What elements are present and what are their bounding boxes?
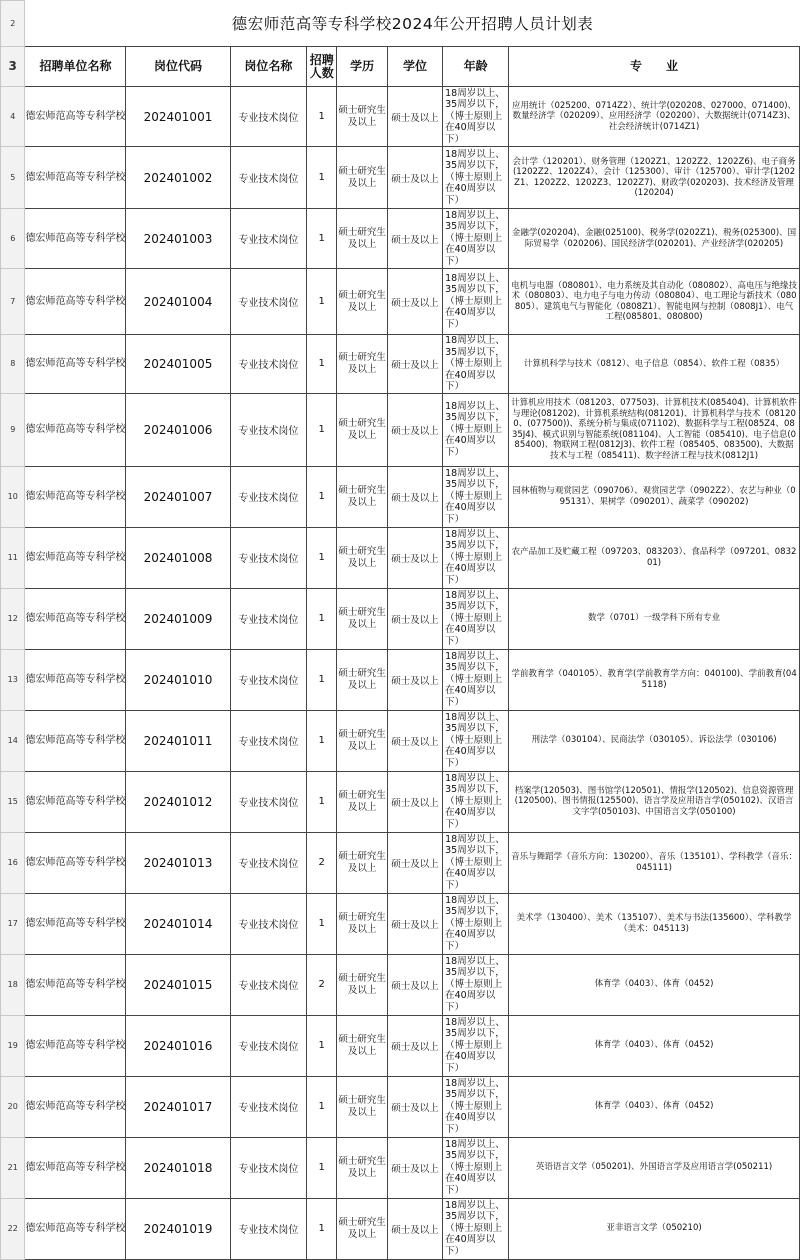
major-cell: 计算机应用技术（081203、077503)、计算机技术(085404)、计算机软件与理论(081202)、计算机系统结构(081201)、计算机科学与技术（081200、(077500))、系统分析与集成(071102)、数据科学与工程(085Z4、0835J4)、模式识别与智能系统(081104)、人工智能（085410)、电子信息(085400)、物联网工程(0812J3)、软件工程（085405、083500)、大数据技术与工程（085411)、数字经济工程与技术(0812J1) [509, 393, 800, 466]
post-code-cell: 202401009 [126, 588, 230, 649]
education-cell: 硕士研究生及以上 [337, 710, 388, 771]
age-cell: 18周岁以上、35周岁以下，（博士原则上在40周岁以下） [443, 269, 509, 335]
post-code-cell: 202401018 [126, 1137, 230, 1198]
headcount-cell: 1 [307, 527, 337, 588]
education-cell: 硕士研究生及以上 [337, 527, 388, 588]
headcount-cell: 1 [307, 1015, 337, 1076]
headcount-cell: 1 [307, 1076, 337, 1137]
post-code-cell: 202401005 [126, 335, 230, 394]
table-row [1, 87, 800, 147]
post-code-cell: 202401003 [126, 209, 230, 269]
post-name-cell: 专业技术岗位 [230, 771, 307, 832]
unit-cell: 德宏师范高等专科学校 [25, 335, 126, 394]
header-post: 岗位名称 [230, 47, 307, 87]
post-name-cell: 专业技术岗位 [230, 393, 307, 466]
education-cell: 硕士研究生及以上 [337, 893, 388, 954]
degree-cell: 硕士及以上 [387, 588, 442, 649]
row-number: 18 [1, 954, 25, 1015]
degree-cell: 硕士及以上 [387, 893, 442, 954]
table-row [1, 649, 800, 710]
major-cell: 英语语言文学（050201)、外国语言学及应用语言学(050211) [509, 1137, 800, 1198]
row-number: 15 [1, 771, 25, 832]
age-cell: 18周岁以上、35周岁以下，（博士原则上在40周岁以下） [443, 466, 509, 527]
table-row [1, 147, 800, 209]
degree-cell: 硕士及以上 [387, 269, 442, 335]
major-cell: 美术学（130400）、美术（135107）、美术与书法(135600）、学科教学（美术：045113) [509, 893, 800, 954]
row-number: 19 [1, 1015, 25, 1076]
post-name-cell: 专业技术岗位 [230, 832, 307, 893]
row-number: 7 [1, 269, 25, 335]
degree-cell: 硕士及以上 [387, 527, 442, 588]
post-code-cell: 202401012 [126, 771, 230, 832]
education-cell: 硕士研究生及以上 [337, 954, 388, 1015]
row-number: 8 [1, 335, 25, 394]
table-row [1, 1076, 800, 1137]
row-number: 2 [1, 1, 25, 47]
table-row [1, 393, 800, 466]
headcount-cell: 1 [307, 588, 337, 649]
post-code-cell: 202401017 [126, 1076, 230, 1137]
major-cell: 档案学(120503)、图书馆学(120501)、情报学(120502)、信息资源管理(120500)、图书情报(125500)、语言学及应用语言学(050102)、汉语言文字学(050103)、中国语言文学(050100) [509, 771, 800, 832]
post-name-cell: 专业技术岗位 [230, 893, 307, 954]
table-row [1, 1015, 800, 1076]
post-name-cell: 专业技术岗位 [230, 335, 307, 394]
table-row [1, 832, 800, 893]
age-cell: 18周岁以上、35周岁以下，（博士原则上在40周岁以下） [443, 1015, 509, 1076]
major-cell: 学前教育学（040105）、教育学(学前教育学方向：040100)、学前教育(045118) [509, 649, 800, 710]
age-cell: 18周岁以上、35周岁以下，（博士原则上在40周岁以下） [443, 147, 509, 209]
post-name-cell: 专业技术岗位 [230, 269, 307, 335]
unit-cell: 德宏师范高等专科学校 [25, 893, 126, 954]
age-cell: 18周岁以上、35周岁以下，（博士原则上在40周岁以下） [443, 335, 509, 394]
header-unit: 招聘单位名称 [25, 47, 126, 87]
table-row [1, 1137, 800, 1198]
row-number: 11 [1, 527, 25, 588]
header-count: 招聘人数 [307, 47, 337, 87]
degree-cell: 硕士及以上 [387, 335, 442, 394]
post-name-cell: 专业技术岗位 [230, 1076, 307, 1137]
education-cell: 硕士研究生及以上 [337, 335, 388, 394]
major-cell: 计算机科学与技术（0812）、电子信息（0854）、软件工程（0835） [509, 335, 800, 394]
table-row [1, 771, 800, 832]
unit-cell: 德宏师范高等专科学校 [25, 1015, 126, 1076]
age-cell: 18周岁以上、35周岁以下，（博士原则上在40周岁以下） [443, 954, 509, 1015]
degree-cell: 硕士及以上 [387, 832, 442, 893]
unit-cell: 德宏师范高等专科学校 [25, 466, 126, 527]
post-name-cell: 专业技术岗位 [230, 588, 307, 649]
headcount-cell: 1 [307, 269, 337, 335]
age-cell: 18周岁以上、35周岁以下，（博士原则上在40周岁以下） [443, 1198, 509, 1259]
table-row [1, 527, 800, 588]
education-cell: 硕士研究生及以上 [337, 147, 388, 209]
degree-cell: 硕士及以上 [387, 710, 442, 771]
header-age: 年龄 [443, 47, 509, 87]
degree-cell: 硕士及以上 [387, 954, 442, 1015]
unit-cell: 德宏师范高等专科学校 [25, 527, 126, 588]
table-row [1, 710, 800, 771]
degree-cell: 硕士及以上 [387, 466, 442, 527]
degree-cell: 硕士及以上 [387, 1198, 442, 1259]
header-row [1, 47, 800, 87]
unit-cell: 德宏师范高等专科学校 [25, 649, 126, 710]
age-cell: 18周岁以上、35周岁以下，（博士原则上在40周岁以下） [443, 771, 509, 832]
row-number: 16 [1, 832, 25, 893]
post-name-cell: 专业技术岗位 [230, 710, 307, 771]
major-cell: 体育学（0403）、体育（0452) [509, 1015, 800, 1076]
unit-cell: 德宏师范高等专科学校 [25, 269, 126, 335]
degree-cell: 硕士及以上 [387, 393, 442, 466]
table-row [1, 588, 800, 649]
major-cell: 金融学(020204)、金融(025100)、税务学(0202Z1)、税务(025300)、国际贸易学（020206)、国民经济学(020201)、产业经济学(020205) [509, 209, 800, 269]
unit-cell: 德宏师范高等专科学校 [25, 954, 126, 1015]
major-cell: 刑法学（030104）、民商法学（030105）、诉讼法学（030106) [509, 710, 800, 771]
page-title: 德宏师范高等专科学校2024年公开招聘人员计划表 [25, 1, 800, 47]
unit-cell: 德宏师范高等专科学校 [25, 393, 126, 466]
post-code-cell: 202401004 [126, 269, 230, 335]
table-row [1, 1198, 800, 1259]
degree-cell: 硕士及以上 [387, 1076, 442, 1137]
education-cell: 硕士研究生及以上 [337, 269, 388, 335]
headcount-cell: 2 [307, 954, 337, 1015]
unit-cell: 德宏师范高等专科学校 [25, 87, 126, 147]
education-cell: 硕士研究生及以上 [337, 649, 388, 710]
post-name-cell: 专业技术岗位 [230, 1198, 307, 1259]
unit-cell: 德宏师范高等专科学校 [25, 832, 126, 893]
title-row [1, 1, 800, 47]
age-cell: 18周岁以上、35周岁以下，（博士原则上在40周岁以下） [443, 893, 509, 954]
headcount-cell: 1 [307, 893, 337, 954]
degree-cell: 硕士及以上 [387, 87, 442, 147]
unit-cell: 德宏师范高等专科学校 [25, 147, 126, 209]
table-row [1, 335, 800, 394]
age-cell: 18周岁以上、35周岁以下，（博士原则上在40周岁以下） [443, 393, 509, 466]
row-number: 20 [1, 1076, 25, 1137]
post-name-cell: 专业技术岗位 [230, 147, 307, 209]
degree-cell: 硕士及以上 [387, 771, 442, 832]
post-code-cell: 202401015 [126, 954, 230, 1015]
row-number: 4 [1, 87, 25, 147]
headcount-cell: 1 [307, 649, 337, 710]
post-name-cell: 专业技术岗位 [230, 87, 307, 147]
major-cell: 数学（0701）一级学科下所有专业 [509, 588, 800, 649]
unit-cell: 德宏师范高等专科学校 [25, 710, 126, 771]
header-education: 学历 [337, 47, 388, 87]
education-cell: 硕士研究生及以上 [337, 1015, 388, 1076]
post-code-cell: 202401001 [126, 87, 230, 147]
post-code-cell: 202401013 [126, 832, 230, 893]
age-cell: 18周岁以上、35周岁以下，（博士原则上在40周岁以下） [443, 710, 509, 771]
education-cell: 硕士研究生及以上 [337, 1198, 388, 1259]
degree-cell: 硕士及以上 [387, 1015, 442, 1076]
major-cell: 园林植物与观赏园艺（090706）、观赏园艺学（0902Z2）、农艺与种业（095131）、果树学（090201）、蔬菜学（090202) [509, 466, 800, 527]
headcount-cell: 1 [307, 393, 337, 466]
unit-cell: 德宏师范高等专科学校 [25, 1198, 126, 1259]
age-cell: 18周岁以上、35周岁以下，（博士原则上在40周岁以下） [443, 527, 509, 588]
headcount-cell: 1 [307, 1198, 337, 1259]
unit-cell: 德宏师范高等专科学校 [25, 1076, 126, 1137]
post-name-cell: 专业技术岗位 [230, 466, 307, 527]
headcount-cell: 1 [307, 771, 337, 832]
post-name-cell: 专业技术岗位 [230, 954, 307, 1015]
row-number: 3 [1, 47, 25, 87]
post-code-cell: 202401010 [126, 649, 230, 710]
education-cell: 硕士研究生及以上 [337, 832, 388, 893]
degree-cell: 硕士及以上 [387, 1137, 442, 1198]
education-cell: 硕士研究生及以上 [337, 771, 388, 832]
row-number: 5 [1, 147, 25, 209]
age-cell: 18周岁以上、35周岁以下，（博士原则上在40周岁以下） [443, 1076, 509, 1137]
post-code-cell: 202401006 [126, 393, 230, 466]
education-cell: 硕士研究生及以上 [337, 1137, 388, 1198]
post-name-cell: 专业技术岗位 [230, 649, 307, 710]
headcount-cell: 1 [307, 335, 337, 394]
headcount-cell: 1 [307, 710, 337, 771]
major-cell: 体育学（0403）、体育（0452) [509, 1076, 800, 1137]
headcount-cell: 1 [307, 466, 337, 527]
header-code: 岗位代码 [126, 47, 230, 87]
row-number: 10 [1, 466, 25, 527]
post-code-cell: 202401007 [126, 466, 230, 527]
unit-cell: 德宏师范高等专科学校 [25, 1137, 126, 1198]
row-number: 21 [1, 1137, 25, 1198]
headcount-cell: 1 [307, 209, 337, 269]
degree-cell: 硕士及以上 [387, 209, 442, 269]
unit-cell: 德宏师范高等专科学校 [25, 209, 126, 269]
age-cell: 18周岁以上、35周岁以下，（博士原则上在40周岁以下） [443, 588, 509, 649]
age-cell: 18周岁以上、35周岁以下，（博士原则上在40周岁以下） [443, 1137, 509, 1198]
major-cell: 会计学（120201）、财务管理（1202Z1、1202Z2、1202Z6)、电子商务(1202Z2、1202Z4）、会计（125300）、审计（125700）、审计学(1202Z1、1202Z2、1202Z3、1202Z7)、财政学(020203)、技术经济及管理(120204) [509, 147, 800, 209]
major-cell: 音乐与舞蹈学（音乐方向：130200）、音乐（135101）、学科教学（音乐：045111) [509, 832, 800, 893]
age-cell: 18周岁以上、35周岁以下，（博士原则上在40周岁以下） [443, 209, 509, 269]
table-row [1, 954, 800, 1015]
education-cell: 硕士研究生及以上 [337, 209, 388, 269]
post-name-cell: 专业技术岗位 [230, 527, 307, 588]
row-number: 17 [1, 893, 25, 954]
row-number: 6 [1, 209, 25, 269]
headcount-cell: 1 [307, 1137, 337, 1198]
header-major: 专 业 [509, 47, 800, 87]
table-row [1, 269, 800, 335]
education-cell: 硕士研究生及以上 [337, 87, 388, 147]
post-code-cell: 202401014 [126, 893, 230, 954]
table-row [1, 209, 800, 269]
major-cell: 应用统计（025200、0714Z2）、统计学(020208、027000、071400)、数量经济学（020209）、应用经济学（020200）、大数据统计(0714Z3)、社会经济统计(0714Z1) [509, 87, 800, 147]
post-name-cell: 专业技术岗位 [230, 1015, 307, 1076]
degree-cell: 硕士及以上 [387, 649, 442, 710]
unit-cell: 德宏师范高等专科学校 [25, 771, 126, 832]
education-cell: 硕士研究生及以上 [337, 1076, 388, 1137]
unit-cell: 德宏师范高等专科学校 [25, 588, 126, 649]
age-cell: 18周岁以上、35周岁以下，（博士原则上在40周岁以下） [443, 649, 509, 710]
headcount-cell: 2 [307, 832, 337, 893]
table-row [1, 466, 800, 527]
row-number: 13 [1, 649, 25, 710]
post-code-cell: 202401016 [126, 1015, 230, 1076]
major-cell: 亚非语言文学（050210) [509, 1198, 800, 1259]
post-name-cell: 专业技术岗位 [230, 1137, 307, 1198]
age-cell: 18周岁以上、35周岁以下，（博士原则上在40周岁以下） [443, 832, 509, 893]
row-number: 12 [1, 588, 25, 649]
age-cell: 18周岁以上、35周岁以下，（博士原则上在40周岁以下） [443, 87, 509, 147]
education-cell: 硕士研究生及以上 [337, 466, 388, 527]
header-degree: 学位 [387, 47, 442, 87]
row-number: 14 [1, 710, 25, 771]
degree-cell: 硕士及以上 [387, 147, 442, 209]
education-cell: 硕士研究生及以上 [337, 393, 388, 466]
major-cell: 电机与电器（080801）、电力系统及其自动化（080802）、高电压与绝缘技术（080803）、电力电子与电力传动（080804）、电工理论与新技术（080805）、建筑电气与智能化（0808Z1）、智能电网与控制（0808J1）、电气工程(085801、080800) [509, 269, 800, 335]
headcount-cell: 1 [307, 87, 337, 147]
table-row [1, 893, 800, 954]
headcount-cell: 1 [307, 147, 337, 209]
post-code-cell: 202401002 [126, 147, 230, 209]
post-code-cell: 202401011 [126, 710, 230, 771]
row-number: 22 [1, 1198, 25, 1259]
post-code-cell: 202401008 [126, 527, 230, 588]
row-number: 9 [1, 393, 25, 466]
major-cell: 农产品加工及贮藏工程（097203、083203）、食品科学（097201、083201) [509, 527, 800, 588]
education-cell: 硕士研究生及以上 [337, 588, 388, 649]
post-code-cell: 202401019 [126, 1198, 230, 1259]
post-name-cell: 专业技术岗位 [230, 209, 307, 269]
major-cell: 体育学（0403）、体育（0452) [509, 954, 800, 1015]
